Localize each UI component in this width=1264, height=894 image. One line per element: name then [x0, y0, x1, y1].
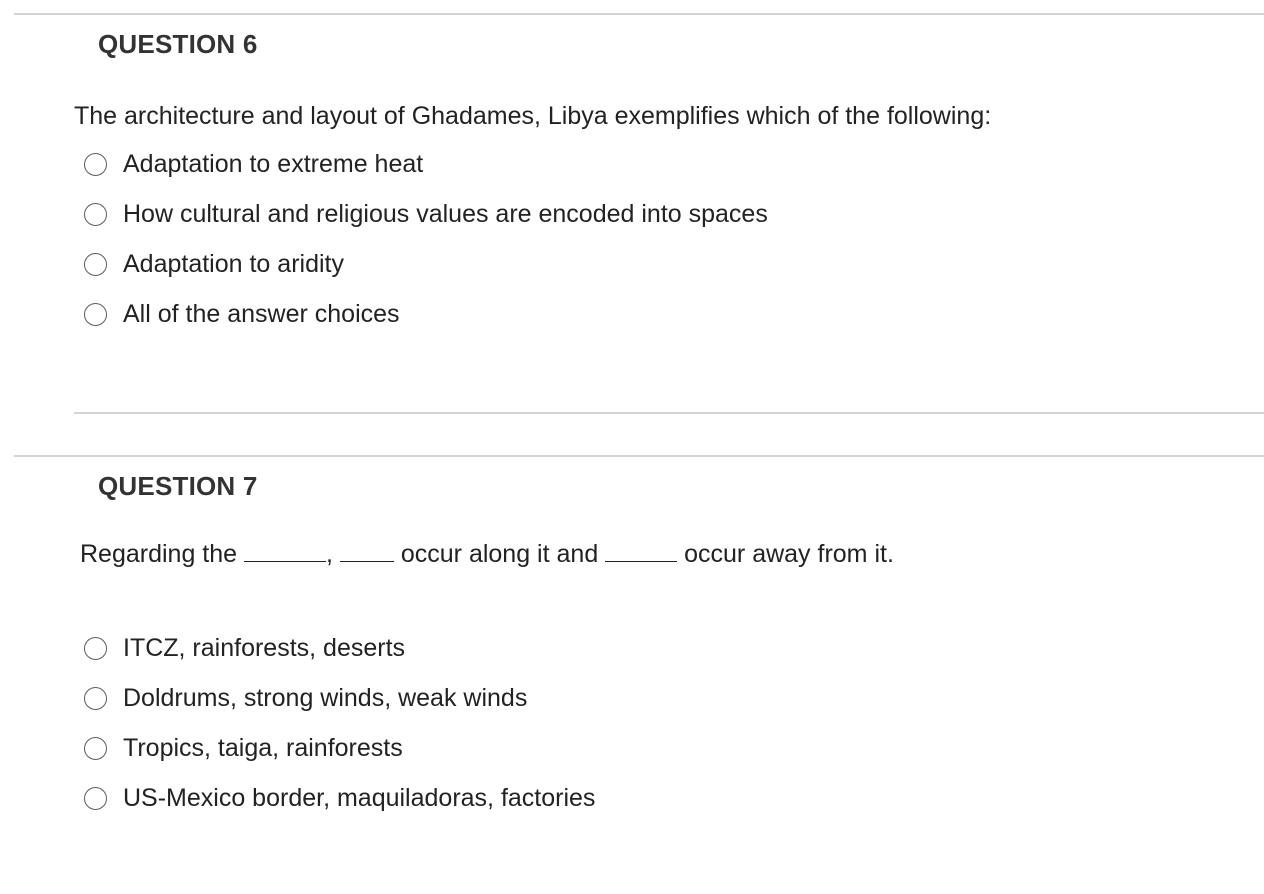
radio-button[interactable]	[84, 253, 107, 276]
top-divider	[14, 13, 1264, 15]
question-6-bottom-divider	[74, 412, 1264, 414]
fill-in-blank	[340, 543, 394, 562]
question-7-option[interactable]	[84, 723, 595, 773]
question-6-option[interactable]	[84, 239, 768, 289]
option-label: Adaptation to extreme heat	[123, 149, 424, 178]
option-label: US-Mexico border, maquiladoras, factories	[123, 783, 596, 812]
question-6-options	[84, 139, 768, 339]
question-6-option[interactable]	[84, 289, 768, 339]
option-label: Tropics, taiga, rainforests	[123, 733, 403, 762]
fill-in-blank	[605, 543, 677, 562]
question-7-top-divider	[14, 455, 1264, 457]
question-7-option[interactable]	[84, 673, 595, 723]
option-label: All of the answer choices	[123, 299, 400, 328]
question-7-option[interactable]	[84, 623, 595, 673]
radio-button[interactable]	[84, 303, 107, 326]
radio-button[interactable]	[84, 687, 107, 710]
radio-button[interactable]	[84, 203, 107, 226]
question-7-options	[84, 623, 595, 823]
question-6-prompt: The architecture and layout of Ghadames, Libya exemplifies which of the following:	[74, 102, 992, 130]
question-6-option[interactable]	[84, 139, 768, 189]
option-label: Adaptation to aridity	[123, 249, 344, 278]
question-7-prompt	[80, 540, 894, 569]
question-6-title: QUESTION 6	[98, 29, 258, 59]
question-7-title: QUESTION 7	[98, 471, 258, 501]
option-label: How cultural and religious values are encoded into spaces	[123, 199, 768, 228]
prompt-text-segment: Regarding the	[80, 540, 245, 568]
radio-button[interactable]	[84, 153, 107, 176]
question-6-option[interactable]	[84, 189, 768, 239]
prompt-text-segment: ,	[326, 540, 333, 568]
radio-button[interactable]	[84, 787, 107, 810]
fill-in-blank	[244, 543, 326, 562]
question-7-option[interactable]	[84, 773, 595, 823]
option-label: Doldrums, strong winds, weak winds	[123, 683, 528, 712]
radio-button[interactable]	[84, 737, 107, 760]
option-label: ITCZ, rainforests, deserts	[123, 633, 406, 662]
prompt-text-segment: occur away from it.	[677, 540, 894, 568]
radio-button[interactable]	[84, 637, 107, 660]
prompt-text-segment: occur along it and	[393, 540, 606, 568]
